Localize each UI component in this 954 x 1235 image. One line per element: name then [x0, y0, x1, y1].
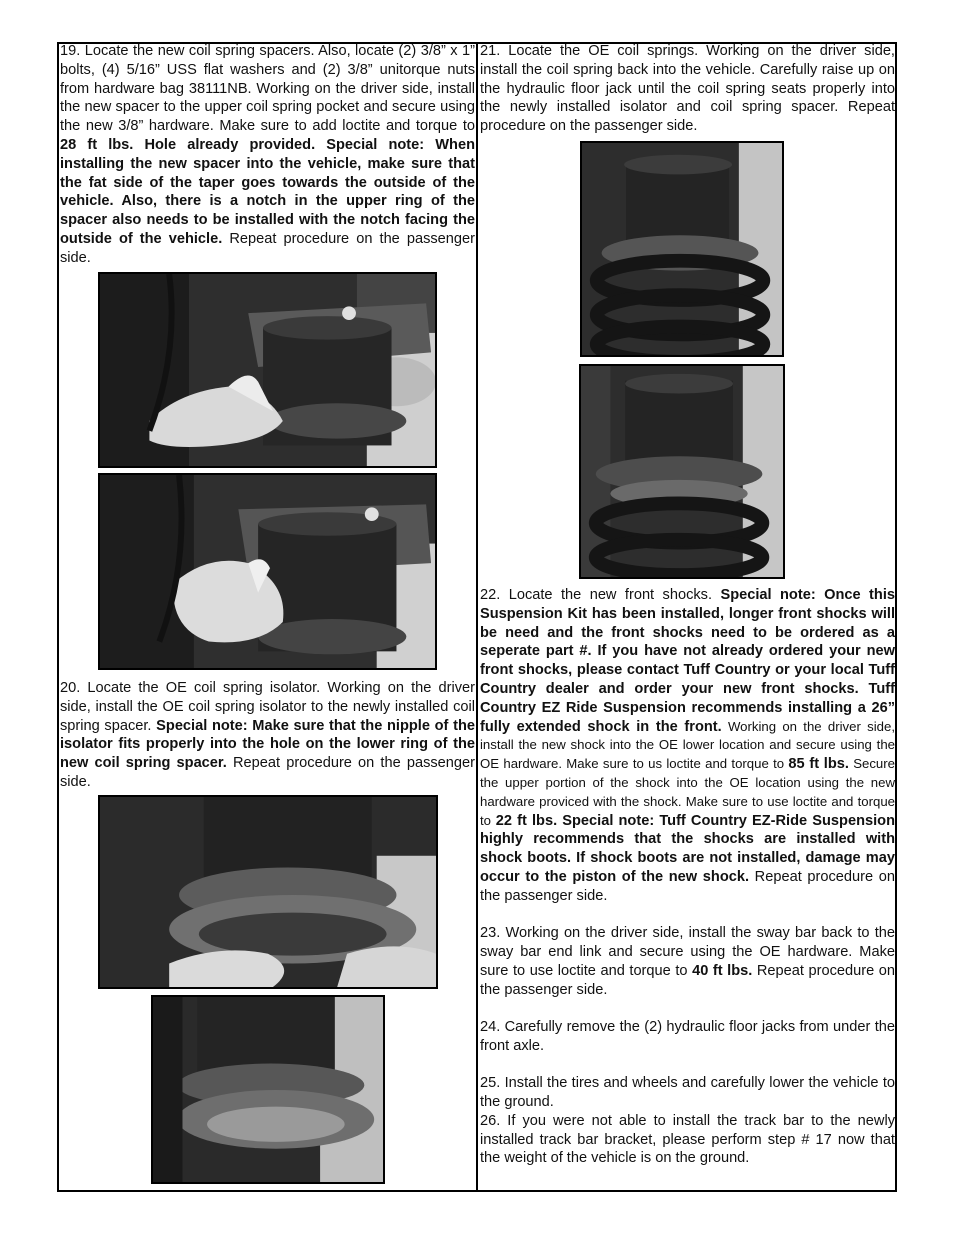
photo-isolator-install-1: [98, 795, 438, 989]
photo-coil-spring-install-1: [580, 141, 784, 357]
photo-spacer-install-2: [98, 473, 437, 670]
photo-coil-spring-install-2: [579, 364, 785, 579]
photo-spacer-install-1: [98, 272, 437, 468]
column-divider: [476, 42, 478, 1192]
step-19-text: 19. Locate the new coil spring spacers. Also, locate (2) 3/8” x 1” bolts, (4) 5/16” USS flat washers and (2) 3/8” unitorque nuts from hardware bag 38111NB. Working on the driver side, install the new spacer to the upper coil spring pocket and secure using the new 3/8” hardware. Make sure to add loctite and torque to 28 ft lbs. Hole already provided. Special note: When installing the new spacer into the vehicle, make sure that the fat side of the taper goes towards the outside of the vehicle. Also, there is a notch in the upper ring of the spacer also needs to be installed with the notch facing the outside of the vehicle. Repeat procedure on the passenger side.: [60, 43, 476, 266]
step-24-text: 24. Carefully remove the (2) hydraulic floor jacks from under the front axle.: [480, 1018, 895, 1054]
step-21-text: 21. Locate the OE coil springs. Working on the driver side, install the coil spring back into the vehicle. Carefully raise up on the hydraulic floor jack until the coil spring seats properly into the newly installed isolator and coil spring spacer. Repeat procedure on the passenger side.: [480, 43, 895, 135]
step-25-text: 25. Install the tires and wheels and carefully lower the vehicle to the ground.: [480, 1075, 895, 1110]
step-20-text: 20. Locate the OE coil spring isolator. Working on the driver side, install the OE coil spring isolator to the newly installed coil spring spacer. Special note: Make sure that the nipple of the isolator fits properly into the hole on the lower ring of the new coil spring spacer. Repeat procedure on the passenger side.: [60, 680, 476, 790]
step-23-text: 23. Working on the driver side, install the sway bar back to the sway bar end link and secure using the OE hardware. Make sure to use loctite and torque to 40 ft lbs. Repeat procedure on the passenger side.: [480, 925, 896, 998]
step-22-text: 22. Locate the new front shocks. Special note: Once this Suspension Kit has been installed, longer front shocks will be need and the front shocks need to be ordered as a seperate part #. If you have not already ordered your new front shocks, please contact Tuff Country or your local Tuff Country dealer and order your new front shocks. Tuff Country EZ Ride Suspension recommends installing a 26” fully extended shock in the front. Working on the driver side, install the new shock into the OE lower location and secure using the OE hardware. Make sure to us loctite and torque to 85 ft lbs. Secure the upper portion of the shock into the OE location using the new hardware proviced with the shock. Make sure to use loctite and torque to 22 ft lbs. Special note: Tuff Country EZ-Ride Suspension highly recommends that the shocks are installed with shock boots. If shock boots are not installed, damage may occur to the piston of the new shock. Repeat procedure on the passenger side. 23. Working on the driver side, install the sway bar back to the sway bar end link and secure using the OE hardware. Make sure to use loctite and torque to 40 ft lbs. Repeat procedure on the passenger side. 24. Carefully remove the (2) hydraulic floor jacks from under the front axle. 25. Install the tires and wheels and carefully lower the vehicle to the ground. 26. If you were not able to install the track bar to the newly installed track bar bracket, please perform step # 17 now that the weight of the vehicle is on the ground.: [480, 587, 896, 1167]
photo-isolator-install-2: [151, 995, 385, 1184]
step-26-text: 26. If you were not able to install the track bar to the newly installed track bar bracket, please perform step # 17 now that the weight of the vehicle is on the ground.: [480, 1112, 895, 1167]
